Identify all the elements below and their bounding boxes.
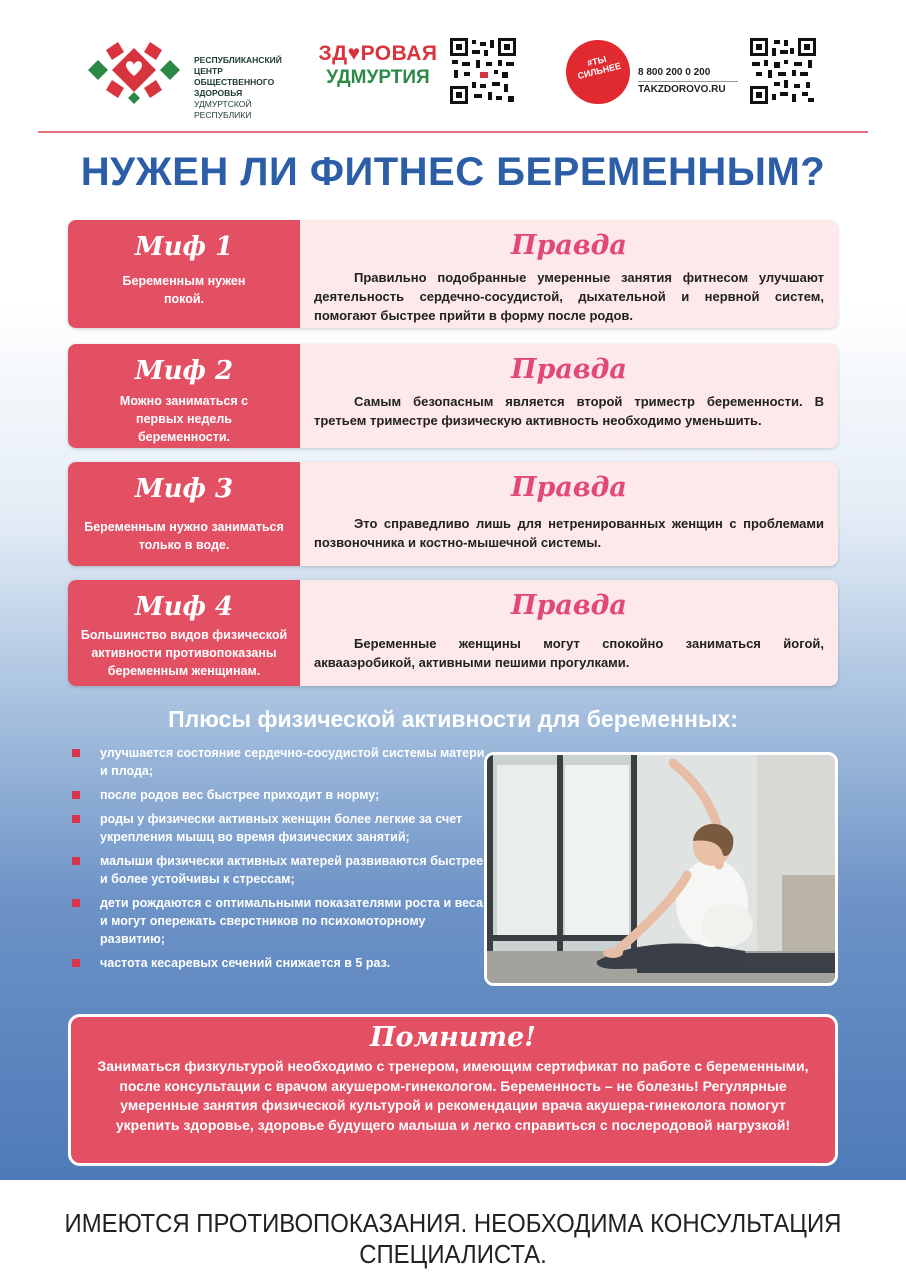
myth-panel (68, 220, 300, 328)
list-item-text: роды у физически активных женщин более легкие за счет укрепления мышц во время физических занятий; (100, 812, 463, 844)
org-name-line2: ОБЩЕСТВЕННОГО ЗДОРОВЬЯ (194, 77, 275, 98)
zdorovaya-line1: ЗД♥РОВАЯ (318, 42, 438, 65)
bullet-icon (72, 815, 80, 823)
list-item (72, 786, 492, 804)
truth-label: Правда (511, 354, 627, 385)
bullet-icon (72, 857, 80, 865)
list-item-text: малыши физически активных матерей развиваются быстрее и более устойчивы к стрессам; (100, 854, 484, 886)
org-name (194, 55, 304, 121)
list-item (72, 894, 492, 948)
list-item (72, 744, 492, 780)
list-item-text: после родов вес быстрее приходит в норму; (100, 788, 380, 802)
qr-code-icon[interactable] (450, 38, 516, 104)
myth-text: Большинство видов физической активности противопоказаны беременным женщинам. (80, 628, 288, 678)
list-item (72, 810, 492, 846)
remember-title: Помните! (369, 1022, 537, 1053)
pluses-title: Плюсы физической активности для беременных: (168, 706, 738, 732)
bullet-icon (72, 791, 80, 799)
myth-label: Миф 4 (134, 592, 234, 622)
contact-block (638, 66, 738, 97)
ornament-icon (84, 38, 184, 108)
truth-label: Правда (511, 472, 627, 503)
list-item-text: дети рождаются с оптимальными показателями роста и веса и могут опережать сверстников по психомоторному развитию; (100, 896, 483, 946)
org-name-line3: УДМУРТСКОЙ РЕСПУБЛИКИ (194, 99, 252, 120)
campaign-badge-logo (566, 40, 630, 104)
footer-disclaimer: ИМЕЮТСЯ ПРОТИВОПОКАЗАНИЯ. НЕОБХОДИМА КОНСУЛЬТАЦИЯ СПЕЦИАЛИСТА. (64, 1208, 842, 1269)
hotline-phone[interactable]: 8 800 200 0 200 (638, 67, 711, 78)
myth-panel (68, 580, 300, 686)
list-item-text: улучшается состояние сердечно-сосудистой системы матери и плода; (100, 746, 485, 778)
truth-text: Самым безопасным является второй триместр беременности. В третьем триместре физическую активность необходимо уменьшить. (314, 394, 824, 428)
public-health-center-logo (84, 38, 282, 120)
list-item (72, 954, 492, 972)
zdorovaya-udmurtia-logo (318, 42, 438, 102)
pluses-list (72, 744, 492, 978)
zdorovaya-line2: УДМУРТИЯ (326, 67, 430, 88)
truth-label: Правда (511, 590, 627, 621)
truth-label: Правда (511, 230, 627, 261)
myth-card (68, 462, 838, 566)
qr-code-icon[interactable] (750, 38, 816, 104)
yoga-illustration (487, 755, 835, 983)
truth-text: Правильно подобранные умеренные занятия фитнесом улучшают деятельность сердечно-сосудистой, дыхательной и нервной систем, помогают быстрее прийти в форму после родов. (314, 270, 824, 323)
myth-card (68, 344, 838, 448)
remember-box (68, 1014, 838, 1166)
header-divider (38, 131, 868, 133)
bullet-icon (72, 749, 80, 757)
bullet-icon (72, 899, 80, 907)
remember-text: Заниматься физкультурой необходимо с тренером, имеющим сертификат по работе с беременными, после консультации с врачом акушером-гинекологом. Беременность – не болезнь! Регулярные умеренные занятия физической культурой и рекомендации врача акушера-гинеколога помогут укрепить здоровье, здоровье будущего малыша и легко справиться с послеродовой нагрузкой! (97, 1058, 809, 1133)
campaign-badge-text: #ТЫ СИЛЬНЕЕ (576, 53, 622, 82)
list-item (72, 852, 492, 888)
contact-divider (638, 81, 738, 82)
myth-label: Миф 2 (134, 356, 234, 386)
myth-label: Миф 1 (134, 232, 234, 262)
org-name-line1: РЕСПУБЛИКАНСКИЙ ЦЕНТР (194, 55, 282, 76)
myth-card (68, 580, 838, 686)
page-title: НУЖЕН ЛИ ФИТНЕС БЕРЕМЕННЫМ? (80, 150, 826, 194)
myth-label: Миф 3 (134, 474, 234, 504)
myth-text: Беременным нужен покой. (122, 274, 246, 306)
website-link[interactable]: TAKZDOROVO.RU (638, 84, 726, 95)
myth-card (68, 220, 838, 328)
pregnant-yoga-photo (484, 752, 838, 986)
truth-text: Беременные женщины могут спокойно заниматься йогой, аквааэробикой, активными пешими прогулками. (314, 636, 824, 670)
bullet-icon (72, 959, 80, 967)
myth-panel (68, 462, 300, 566)
list-item-text: частота кесаревых сечений снижается в 5 раз. (100, 956, 391, 970)
myth-text: Беременным нужно заниматься только в воде. (84, 520, 284, 552)
myth-panel (68, 344, 300, 448)
myth-text: Можно заниматься с первых недель беременности. (119, 394, 249, 444)
header (0, 0, 906, 130)
truth-text: Это справедливо лишь для нетренированных женщин с проблемами позвоночника и костно-мышечной системы. (314, 516, 824, 550)
